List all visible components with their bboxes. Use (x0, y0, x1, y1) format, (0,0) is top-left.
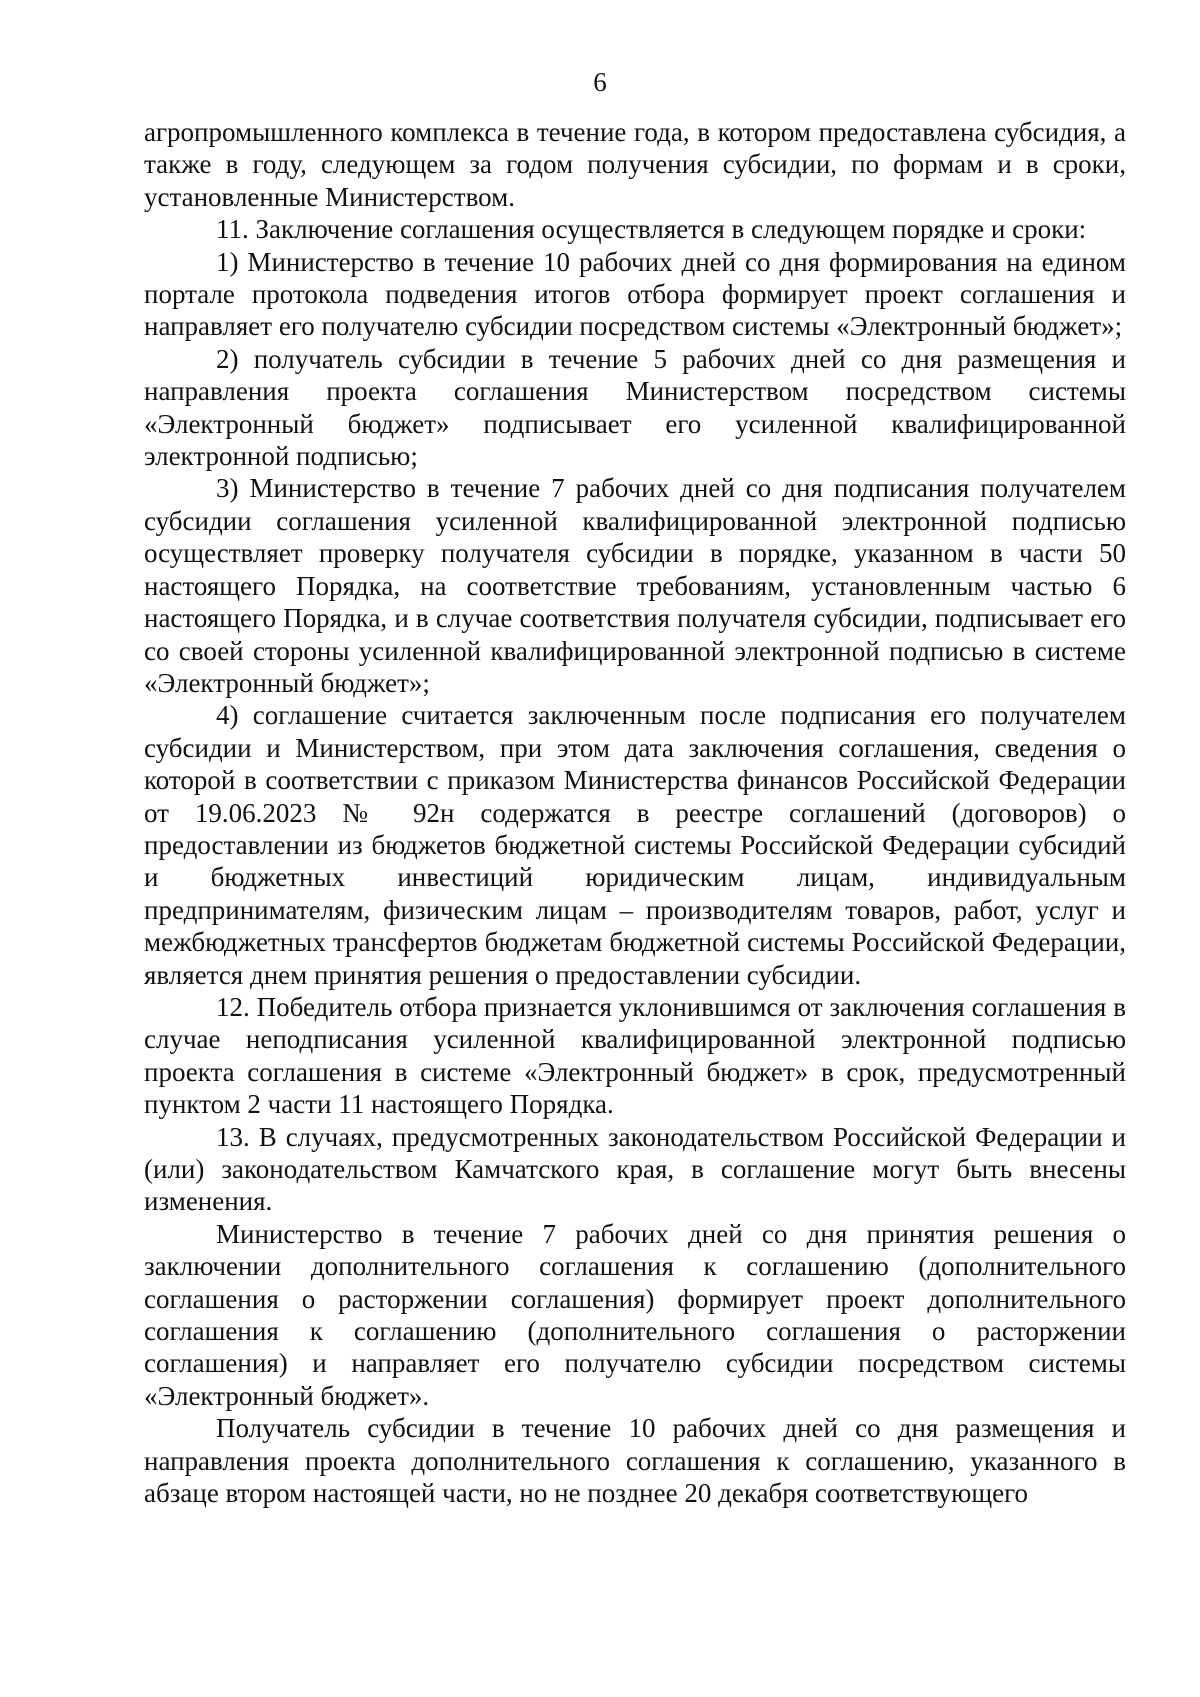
paragraph-clause-13-ministry: Министерство в течение 7 рабочих дней со дня принятия решения о заключении дополнительного соглашения к соглашению (дополнительного соглашения о расторжении соглашения) формирует проект дополнительного соглашения к соглашению (дополнительного соглашения о расторжении соглашения) и направляет его получателю субсидии посредством системы «Электронный бюджет». (144, 1218, 1126, 1411)
paragraph-clause-11-item-1: 1) Министерство в течение 10 рабочих дней со дня формирования на едином портале протокола подведения итогов отбора формирует проект соглашения и направляет его получателю субсидии посредством системы «Электронный бюджет»; (144, 246, 1126, 342)
paragraph-continuation: агропромышленного комплекса в течение года, в котором предоставлена субсидия, а также в году, следующем за годом получения субсидии, по формам и в сроки, установленные Министерством. (144, 117, 1126, 212)
document-body (144, 116, 1126, 1509)
page-number: 6 (593, 67, 607, 97)
paragraph-clause-11: 11. Заключение соглашения осуществляется в следующем порядке и сроки: (216, 214, 1087, 245)
paragraph-clause-13-recipient: Получатель субсидии в течение 10 рабочих дней со дня размещения и направления проекта дополнительного соглашения к соглашению, указанного в абзаце втором настоящей части, но не позднее 20 декабря соответствующего (144, 1413, 1126, 1509)
paragraph-clause-13: 13. В случаях, предусмотренных законодательством Российской Федерации и (или) законодательством Камчатского края, в соглашение могут быть внесены изменения. (144, 1121, 1126, 1217)
paragraph-clause-11-item-4: 4) соглашение считается заключенным после подписания его получателем субсидии и Министерством, при этом дата заключения соглашения, сведения о которой в соответствии с приказом Министерства финансов Российской Федерации от 19.06.2023 № 92н содержатся в реестре соглашений (договоров) о предоставлении из бюджетов бюджетной системы Российской Федерации субсидий и бюджетных инвестиций юридическим лицам, индивидуальным предпринимателям, физическим лицам – производителям товаров, работ, услуг и межбюджетных трансфертов бюджетам бюджетной системы Российской Федерации, является днем принятия решения о предоставлении субсидии. (144, 700, 1126, 990)
paragraph-clause-11-item-3: 3) Министерство в течение 7 рабочих дней со дня подписания получателем субсидии соглашения усиленной квалифицированной электронной подписью осуществляет проверку получателя субсидии в порядке, указанном в части 50 настоящего Порядка, на соответствие требованиям, установленным частью 6 настоящего Порядка, и в случае соответствия получателя субсидии, подписывает его со своей стороны усиленной квалифицированной электронной подписью в системе «Электронный бюджет»; (144, 473, 1126, 698)
paragraph-clause-12: 12. Победитель отбора признается уклонившимся от заключения соглашения в случае неподписания усиленной квалифицированной электронной подписью проекта соглашения в системе «Электронный бюджет» в срок, предусмотренный пунктом 2 части 11 настоящего Порядка. (144, 991, 1126, 1120)
paragraph-clause-11-item-2: 2) получатель субсидии в течение 5 рабочих дней со дня размещения и направления проекта соглашения Министерством посредством системы «Электронный бюджет» подписывает его усиленной квалифицированной электронной подписью; (144, 343, 1126, 472)
